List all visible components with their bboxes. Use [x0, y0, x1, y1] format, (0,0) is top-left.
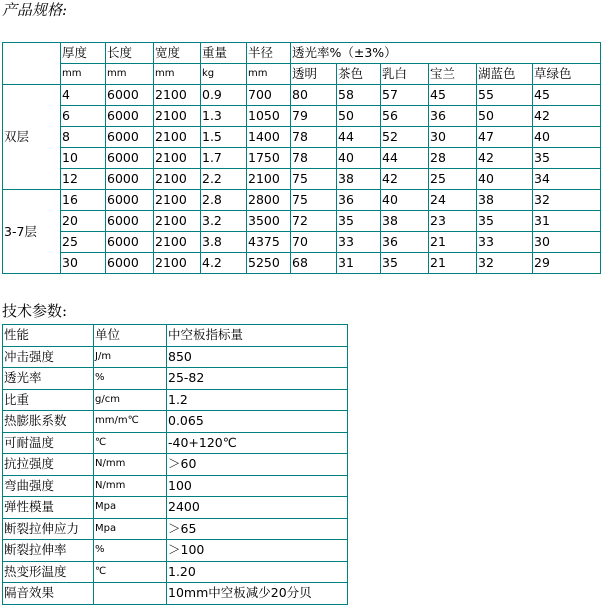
table-row [3, 85, 601, 106]
group-label: 3-7层 [3, 190, 61, 274]
property-cell: 弯曲强度 [3, 475, 94, 497]
table-cell: 2100 [154, 106, 201, 127]
table-cell: 33 [477, 232, 533, 253]
table-cell: 5250 [247, 253, 291, 274]
table-cell: 6000 [106, 85, 154, 106]
table-cell: 1.7 [201, 148, 247, 169]
table-row [3, 169, 601, 190]
table-row [3, 127, 601, 148]
table-cell: 45 [533, 85, 601, 106]
table-cell: 36 [337, 190, 381, 211]
table-cell: 6000 [106, 211, 154, 232]
table-cell: 30 [61, 253, 106, 274]
tech-header-row [3, 325, 348, 347]
property-cell: 断裂拉伸率 [3, 540, 94, 562]
table-cell: 58 [337, 85, 381, 106]
property-cell: 断裂拉伸应力 [3, 518, 94, 540]
table-cell: 6000 [106, 148, 154, 169]
value-cell: 0.065 [167, 411, 348, 433]
table-cell: 2100 [154, 232, 201, 253]
table-cell: 4375 [247, 232, 291, 253]
table-cell: 31 [337, 253, 381, 274]
table-cell: 36 [429, 106, 477, 127]
table-cell: 42 [381, 169, 429, 190]
table-cell: 21 [429, 232, 477, 253]
table-row [3, 475, 348, 497]
table-cell: 16 [61, 190, 106, 211]
header-thickness: 厚度 [61, 43, 106, 64]
table-cell: 2100 [154, 85, 201, 106]
table-cell: 55 [477, 85, 533, 106]
table-cell: 3.2 [201, 211, 247, 232]
table-cell: 6000 [106, 253, 154, 274]
table-cell: 52 [381, 127, 429, 148]
table-cell: 44 [337, 127, 381, 148]
spec-subheader-row [3, 64, 601, 85]
color-grass-green: 草绿色 [533, 64, 601, 85]
table-cell: 21 [429, 253, 477, 274]
table-cell: 2100 [247, 169, 291, 190]
unit-cell: N/mm [94, 475, 167, 497]
spec-header-row [3, 43, 601, 64]
table-cell: 35 [381, 253, 429, 274]
table-row [3, 368, 348, 390]
unit-cell: ℃ [94, 432, 167, 454]
property-cell: 比重 [3, 389, 94, 411]
table-cell: 31 [533, 211, 601, 232]
property-cell: 隔音效果 [3, 583, 94, 605]
table-cell: 6000 [106, 127, 154, 148]
table-cell: 3.8 [201, 232, 247, 253]
table-cell: 40 [381, 190, 429, 211]
table-cell: 6000 [106, 106, 154, 127]
table-cell: 12 [61, 169, 106, 190]
table-cell: 38 [477, 190, 533, 211]
unit-length: mm [106, 64, 154, 85]
table-cell: 2100 [154, 211, 201, 232]
header-value: 中空板指标量 [167, 325, 348, 347]
table-cell: 72 [291, 211, 337, 232]
color-sapphire: 宝兰 [429, 64, 477, 85]
unit-weight: kg [201, 64, 247, 85]
table-row [3, 190, 601, 211]
table-cell: 75 [291, 190, 337, 211]
table-cell: 4.2 [201, 253, 247, 274]
value-cell: ＞60 [167, 454, 348, 476]
property-cell: 可耐温度 [3, 432, 94, 454]
table-cell: 1050 [247, 106, 291, 127]
table-cell: 25 [429, 169, 477, 190]
table-cell: 4 [61, 85, 106, 106]
tech-table [2, 324, 348, 605]
table-cell: 6000 [106, 169, 154, 190]
unit-radius: mm [247, 64, 291, 85]
table-cell: 35 [337, 211, 381, 232]
table-cell: 30 [429, 127, 477, 148]
table-cell: 50 [477, 106, 533, 127]
value-cell: 2400 [167, 497, 348, 519]
table-cell: 6000 [106, 232, 154, 253]
value-cell: 100 [167, 475, 348, 497]
table-cell: 42 [533, 106, 601, 127]
table-cell: 2100 [154, 190, 201, 211]
unit-cell: % [94, 368, 167, 390]
table-cell: 78 [291, 127, 337, 148]
table-row [3, 432, 348, 454]
table-cell: 700 [247, 85, 291, 106]
table-row [3, 232, 601, 253]
header-radius: 半径 [247, 43, 291, 64]
table-cell: 20 [61, 211, 106, 232]
table-cell: 10 [61, 148, 106, 169]
color-milky: 乳白 [381, 64, 429, 85]
header-weight: 重量 [201, 43, 247, 64]
table-cell: 44 [381, 148, 429, 169]
value-cell: 25-82 [167, 368, 348, 390]
unit-cell: % [94, 540, 167, 562]
value-cell: ＞100 [167, 540, 348, 562]
header-transmittance: 透光率%（±3%） [291, 43, 601, 64]
table-cell: 29 [533, 253, 601, 274]
table-cell: 68 [291, 253, 337, 274]
property-cell: 热膨胀系数 [3, 411, 94, 433]
table-cell: 35 [533, 148, 601, 169]
table-cell: 38 [381, 211, 429, 232]
table-cell: 70 [291, 232, 337, 253]
table-cell: 38 [337, 169, 381, 190]
table-row [3, 454, 348, 476]
table-cell: 2.8 [201, 190, 247, 211]
table-cell: 1.5 [201, 127, 247, 148]
table-cell: 42 [477, 148, 533, 169]
spec-heading: 产品规格: [2, 1, 68, 19]
table-cell: 40 [337, 148, 381, 169]
table-cell: 35 [477, 211, 533, 232]
unit-cell: g/cm [94, 389, 167, 411]
spec-corner-cell [3, 43, 61, 85]
color-lake-blue: 湖蓝色 [477, 64, 533, 85]
header-unit: 单位 [94, 325, 167, 347]
table-row [3, 106, 601, 127]
value-cell: 1.2 [167, 389, 348, 411]
unit-cell: Mpa [94, 518, 167, 540]
table-cell: 23 [429, 211, 477, 232]
table-cell: 40 [477, 169, 533, 190]
table-cell: 1400 [247, 127, 291, 148]
table-cell: 25 [61, 232, 106, 253]
table-cell: 40 [533, 127, 601, 148]
table-cell: 2100 [154, 148, 201, 169]
table-cell: 50 [337, 106, 381, 127]
value-cell: 10mm中空板减少20分贝 [167, 583, 348, 605]
unit-cell: Mpa [94, 497, 167, 519]
table-cell: 2100 [154, 169, 201, 190]
value-cell: 850 [167, 346, 348, 368]
table-row [3, 211, 601, 232]
unit-cell: mm/m℃ [94, 411, 167, 433]
value-cell: ＞65 [167, 518, 348, 540]
table-cell: 2100 [154, 127, 201, 148]
table-cell: 1750 [247, 148, 291, 169]
group-label: 双层 [3, 85, 61, 190]
table-cell: 32 [533, 190, 601, 211]
table-cell: 2800 [247, 190, 291, 211]
table-cell: 57 [381, 85, 429, 106]
table-row [3, 148, 601, 169]
table-cell: 28 [429, 148, 477, 169]
unit-cell: J/m [94, 346, 167, 368]
header-width: 宽度 [154, 43, 201, 64]
color-tea: 茶色 [337, 64, 381, 85]
table-row [3, 497, 348, 519]
unit-width: mm [154, 64, 201, 85]
table-cell: 56 [381, 106, 429, 127]
value-cell: 1.20 [167, 561, 348, 583]
unit-cell [94, 583, 167, 605]
property-cell: 透光率 [3, 368, 94, 390]
table-cell: 2100 [154, 253, 201, 274]
unit-thickness: mm [61, 64, 106, 85]
table-row [3, 253, 601, 274]
property-cell: 热变形温度 [3, 561, 94, 583]
value-cell: -40+120℃ [167, 432, 348, 454]
header-property: 性能 [3, 325, 94, 347]
color-clear: 透明 [291, 64, 337, 85]
table-cell: 6 [61, 106, 106, 127]
table-cell: 8 [61, 127, 106, 148]
property-cell: 弹性模量 [3, 497, 94, 519]
header-length: 长度 [106, 43, 154, 64]
table-row [3, 411, 348, 433]
table-cell: 75 [291, 169, 337, 190]
table-row [3, 561, 348, 583]
table-cell: 2.2 [201, 169, 247, 190]
table-cell: 6000 [106, 190, 154, 211]
table-row [3, 583, 348, 605]
table-cell: 47 [477, 127, 533, 148]
property-cell: 抗拉强度 [3, 454, 94, 476]
table-cell: 78 [291, 148, 337, 169]
tech-heading: 技术参数: [2, 302, 68, 320]
table-cell: 34 [533, 169, 601, 190]
table-cell: 32 [477, 253, 533, 274]
table-row [3, 540, 348, 562]
table-cell: 80 [291, 85, 337, 106]
property-cell: 冲击强度 [3, 346, 94, 368]
table-row [3, 346, 348, 368]
table-row [3, 389, 348, 411]
unit-cell: ℃ [94, 561, 167, 583]
table-cell: 24 [429, 190, 477, 211]
table-cell: 0.9 [201, 85, 247, 106]
spec-table [2, 42, 601, 274]
table-cell: 36 [381, 232, 429, 253]
unit-cell: N/mm [94, 454, 167, 476]
table-cell: 45 [429, 85, 477, 106]
table-cell: 30 [533, 232, 601, 253]
table-cell: 33 [337, 232, 381, 253]
table-row [3, 518, 348, 540]
table-cell: 3500 [247, 211, 291, 232]
table-cell: 79 [291, 106, 337, 127]
table-cell: 1.3 [201, 106, 247, 127]
